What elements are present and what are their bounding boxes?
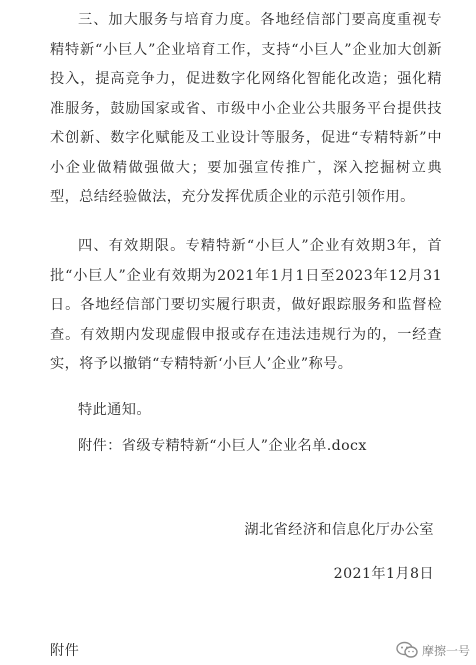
watermark (396, 641, 470, 659)
wechat-icon (396, 641, 418, 659)
attachment-reference: 附件：省级专精特新“小巨人”企业名单.docx (78, 438, 367, 454)
watermark-text: 摩擦一号 (421, 643, 470, 658)
issue-date: 2021年1月8日 (333, 566, 434, 582)
paragraph-service-support: 三、加大服务与培育力度。各地经信部门要高度重视专精特新“小巨人”企业培育工作，支持“小巨人”企业加大创新投入，提高竞争力，促进数字化网络化智能化改造；强化精准服务，鼓励国家或省、市级中小企业公共服务平台提供技术创新、数字化赋能及工业设计等服务，促进“专精特新”中小企业做精做强做大；要加强宣传推广，深入挖掘树立典型，总结经验做法，充分发挥优质企业的示范引领作用。 (50, 12, 442, 205)
footer-attachment-label: 附件 (50, 643, 80, 659)
issuer-signature: 湖北省经济和信息化厅办公室 (244, 522, 434, 538)
paragraph-validity-period: 四、有效期限。专精特新“小巨人”企业有效期3年，首批“小巨人”企业有效期为2021年1月1日至2023年12月31日。各地经信部门要切实履行职责，做好跟踪服务和监督检查。有效期内发现虚假申报或存在违法违规行为的，一经查实，将予以撤销“专精特新‘小巨人’企业”称号。 (50, 238, 442, 372)
notice-text: 特此通知。 (78, 402, 151, 418)
